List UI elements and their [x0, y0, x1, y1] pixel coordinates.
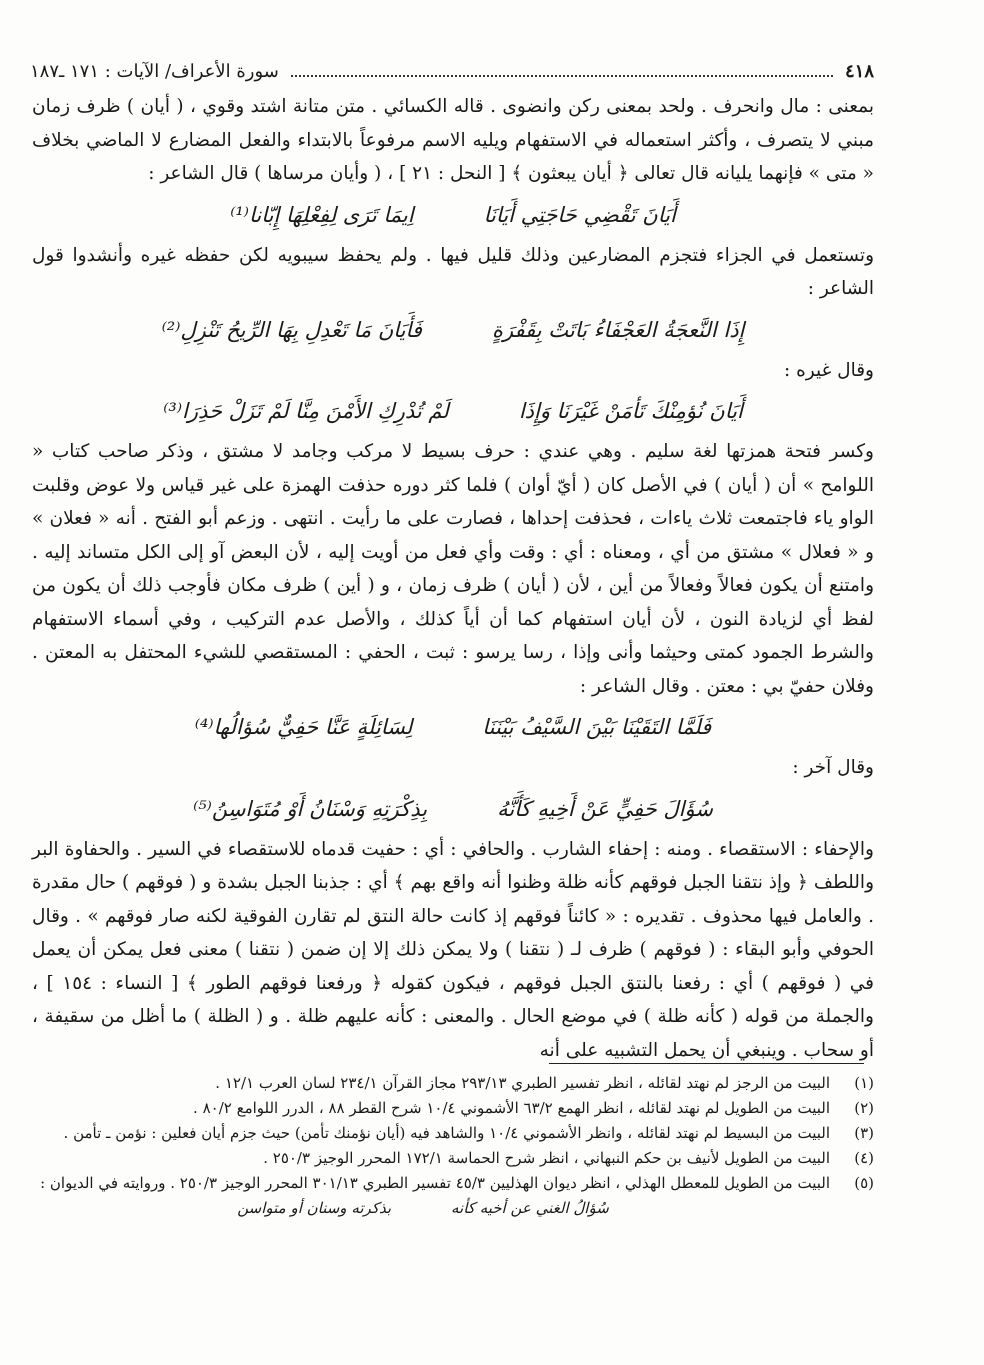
verse-4-first-hemistich: فَلَمَّا التَقَيْنَا بَيْنَ السَّيْفُ بَيْنَنَا	[482, 715, 712, 739]
paragraph-4: والإحفاء : الاستقصاء . ومنه : إحفاء الشارب . والحافي : أي : حفيت قدماه للاستقصاء في السير . والحفاوة البر واللطف ﴿ وإذ نتقنا الجبل فوقهم كأنه ظلة وظنوا أنه واقع بهم ﴾ أي : جذبنا الجبل بشدة و ( فوقهم ) حال مقدرة . والعامل فيها محذوف . تقديره : « كائناً فوقهم إذ كانت حالة النتق لم تقارن الفوقية لكنه صار فوقهم » . وقال الحوفي وأبو البقاء : ( فوقهم ) ظرف لـ ( نتقنا ) ولا يمكن ذلك إلا إن ضمن ( نتقنا ) معنى فعل يمكن أن يعمل في ( فوقهم ) أي : رفعنا بالنتق الجبل فوقهم ، فيكون كقوله ﴿ ورفعنا فوقهم الطور ﴾ [ النساء : ١٥٤ ] ، والجملة من قوله ( كأنه ظلة ) في موضع الحال . والمعنى : كأنه عليهم ظلة . و ( الظلة ) ما أظل من سقيفة ، أو سحاب . وينبغي أن يحمل التشبيه على أنه	[32, 838, 875, 1061]
verse-4-second-hemistich: لِسَائِلَةٍ عَنَّا حَفِيٌّ سُؤالُها⁽⁴⁾	[194, 715, 413, 739]
verse-3-first-hemistich: أَيَانَ نُؤمِنْكَ تَأمَنْ غَيْرَنَا وَإِذَا	[518, 399, 743, 423]
footnote-text: البيت من البسيط لم نهتد لقائله ، وانظر الأشموني ١٠/٤ والشاهد فيه (أيان نؤمنك تأمن) حيث جزم أيان فعلين : نؤمن ـ تأمن .	[63, 1124, 830, 1142]
footnote	[32, 1097, 874, 1120]
footnote	[32, 1072, 874, 1095]
footnotes	[32, 1072, 874, 1220]
said-other-line: وقال غيره :	[783, 359, 874, 381]
verse-5-first-hemistich: سُؤَالَ حَفِيٍّ عَنْ أَخِيهِ كَأَنَّهُ	[497, 796, 713, 821]
main-text	[32, 90, 874, 1067]
verse-2-first-hemistich: إِذَا النَّعجَةُ العَجْفَاءُ بَاتَتْ بِقَفْرَةٍ	[491, 317, 745, 342]
verse-4	[32, 707, 874, 747]
footnote-marker: (٣)	[854, 1124, 874, 1142]
verse-3-second-hemistich: لَمْ تُدْرِكِ الأَمْنَ مِنَّا لَمْ تَزَلْ حَذِرَا⁽³⁾	[163, 399, 449, 423]
page-number: ٤١٨	[844, 60, 874, 82]
footnote-marker: (٤)	[854, 1149, 874, 1167]
verse-5-second-hemistich: بِذِكْرَتِهِ وَسْنَانُ أَوْ مُتَوَاسِنُ⁽⁵⁾	[193, 796, 428, 821]
verse-1-first-hemistich: أَيَانَ تَقْضِي حَاجَتِي أَيَانَا	[483, 202, 676, 227]
verse-1-second-hemistich: اِيمَا تَرَى لِفِعْلِهَا إِبّانا⁽¹⁾	[230, 202, 414, 227]
footnote-text: البيت من الطويل لأنيف بن حكم النبهاني ، انظر شرح الحماسة ١٧٢/١ المحرر الوجيز ٢٥٠/٣ .	[263, 1149, 830, 1167]
header-dot-leader	[291, 65, 833, 77]
page-header	[30, 58, 874, 84]
footnote-separator	[549, 1063, 864, 1064]
verse-5	[32, 789, 874, 829]
footnote-verse-second-hemistich: بذكرته وسنان أو متواسن	[237, 1199, 392, 1217]
paragraph-1: بمعنى : مال وانحرف . ولحد بمعنى ركن وانضوى . قاله الكسائي . متن متانة اشتد وقوي ، ( أيان ) ظرف زمان مبني لا يتصرف ، وأكثر استعماله في الاستفهام ويليه الاسم مرفوعاً بالابتداء والفعل المضارع لا الماضي بخلاف « متى » فإنهما يليانه قال تعالى ﴿ أيان يبعثون ﴾ [ النحل : ٢١ ] ، ( وأيان مرساها ) قال الشاعر :	[32, 96, 874, 184]
verse-1	[32, 195, 874, 235]
footnote-text: البيت من الطويل للمعطل الهذلي ، انظر ديوان الهذليين ٤٥/٣ تفسير الطبري ٣٠١/١٣ المحرر الوجيز ٢٥٠/٣ . وروايته في الديوان :	[40, 1174, 830, 1192]
footnote-marker: (٥)	[854, 1174, 874, 1192]
footnote	[32, 1122, 874, 1145]
footnote-verse-first-hemistich: سُؤالُ الغني عن أخيه كأنه	[451, 1199, 609, 1217]
paragraph-2: وتستعمل في الجزاء فتجزم المضارعين وذلك قليل فيها . ولم يحفظ سيبويه لكن حفظه غيره وأنشدوا قول الشاعر :	[32, 244, 874, 299]
paragraph-3: وكسر فتحة همزتها لغة سليم . وهي عندي : حرف بسيط لا مركب وجامد لا مشتق ، وذكر صاحب كتاب « اللوامح » أن ( أيان ) في الأصل كان ( أيّ أوان ) فلما كثر دوره حذفت الهمزة على غير قياس ولا عوض وقلبت الواو ياء فاجتمعت ثلاث ياءات ، فحذفت إحداها ، فصارت على ما رأيت . انتهى . وزعم أبو الفتح . أنه « فعلان » و « فعلال » مشتق من أي ، ومعناه : أي : وقت وأي فعل من أويت إليه ، لأن البعض آو إلى الكل متساند إليه . وامتنع أن يكون فعالاً وفعالاً من أين ، لأن ( أيان ) ظرف زمان ، و ( أين ) ظرف مكان فأوجب ذلك أن يكون من لفظ أي لزيادة النون ، لأن أيان استفهام كما أن أياً كذلك ، والأصل عدم التركيب ، وفي أسماء الاستفهام والشرط الجمود كمتى وحيثما وأنى وإذا ، رسا يرسو : ثبت ، الحفي : المستقصي للشيء المحتفل به المعتن . وفلان حفيّ بي : معتن . وقال الشاعر :	[32, 441, 874, 697]
verse-3	[32, 391, 874, 431]
footnote	[32, 1172, 874, 1195]
footnote	[32, 1147, 874, 1170]
footnote-text: البيت من الطويل لم نهتد لقائله ، انظر الهمع ٦٣/٢ الأشموني ١٠/٤ شرح القطر ٨٨ ، الدرر اللوامع ٨٠/٢ .	[193, 1099, 830, 1117]
running-title: سورة الأعراف/ الآيات : ١٧١ ـ١٨٧	[30, 60, 279, 82]
footnote-marker: (٢)	[854, 1099, 874, 1117]
footnote-marker: (١)	[854, 1074, 874, 1092]
footnote-verse	[32, 1197, 874, 1220]
verse-2-second-hemistich: فَأَيَانَ مَا تَعْدِلِ بِهَا الرِّيحُ تَنْزِلِ⁽²⁾	[161, 317, 422, 342]
verse-2	[32, 310, 874, 350]
footnote-text: البيت من الرجز لم نهتد لقائله ، انظر تفسير الطبري ٢٩٣/١٣ مجاز القرآن ٢٣٤/١ لسان العرب ١٢/١ .	[215, 1074, 830, 1092]
said-another-line: وقال آخر :	[792, 757, 874, 778]
